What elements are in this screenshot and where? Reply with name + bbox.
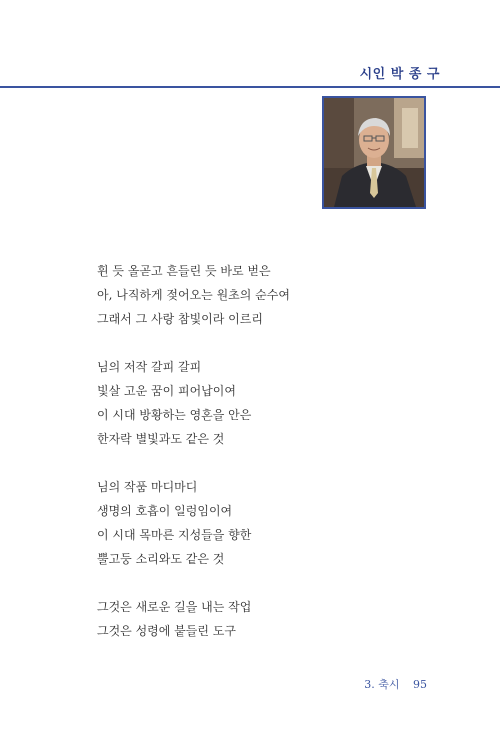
poem-line: 이 시대 목마른 지성들을 향한 (97, 528, 252, 542)
poem-line: 그것은 성령에 붙들린 도구 (97, 624, 236, 638)
footer-section-label: 3. 축시 (364, 678, 400, 691)
poem-stanza-3 (97, 475, 427, 571)
header-rule (0, 86, 500, 88)
page-footer (364, 676, 427, 692)
poem-line: 님의 저작 갈피 갈피 (97, 360, 202, 374)
poem-line: 그것은 새로운 길을 내는 작업 (97, 600, 252, 614)
poem-line: 빛살 고운 꿈이 피어납이여 (97, 384, 236, 398)
poem-line: 한자락 별빛과도 같은 것 (97, 432, 225, 446)
poem-stanza-1 (97, 259, 427, 331)
poem-line: 님의 작품 마디마디 (97, 480, 198, 494)
poem-line: 그래서 그 사랑 참빛이라 이르리 (97, 312, 263, 326)
poem-line: 휜 듯 올곧고 흔들린 듯 바로 벋은 (97, 264, 271, 278)
poem-line: 생명의 호흡이 일렁임이여 (97, 504, 233, 518)
poem-line: 뿔고둥 소리와도 같은 것 (97, 552, 225, 566)
poem-line: 아, 나직하게 젖어오는 원초의 순수여 (97, 288, 290, 302)
page-header-title: 시인 박 종 구 (359, 67, 440, 82)
poem-stanza-2 (97, 355, 427, 451)
poem-stanza-4 (97, 595, 427, 643)
poem (97, 259, 427, 667)
portrait-photo (322, 96, 426, 209)
page-number: 95 (413, 678, 427, 691)
poem-line: 이 시대 방황하는 영혼을 안은 (97, 408, 252, 422)
